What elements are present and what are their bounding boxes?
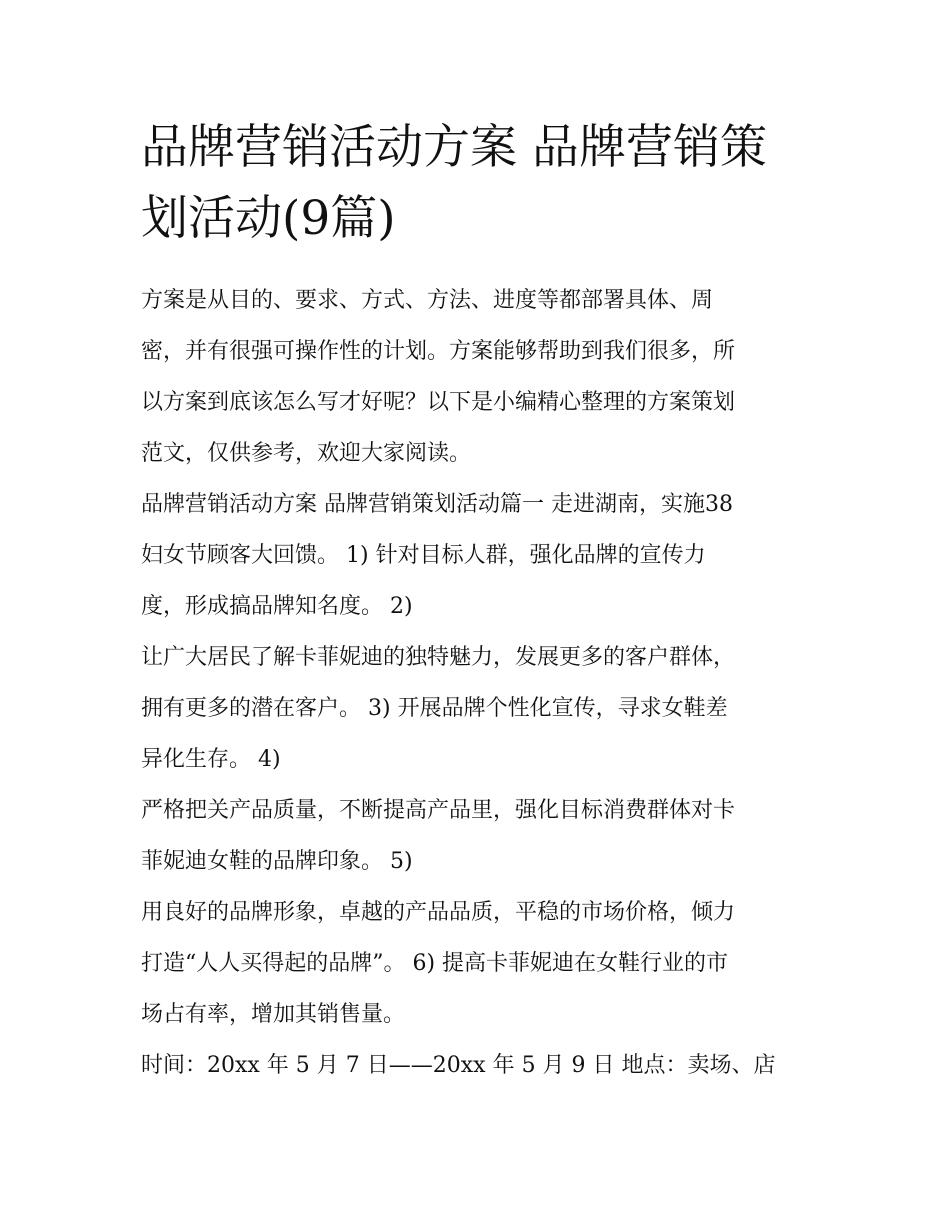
- body-line: 密，并有很强可操作性的计划。方案能够帮助到我们很多，所: [141, 339, 736, 364]
- title-line-2: 划活动(9篇): [141, 191, 396, 246]
- title-line-1: 品牌营销活动方案 品牌营销策: [141, 120, 767, 175]
- body-line: 异化生存。 4): [141, 747, 281, 772]
- document-body: [141, 275, 821, 1091]
- body-line: 品牌营销活动方案 品牌营销策划活动篇一 走进湖南，实施38: [141, 492, 733, 517]
- body-line: 用良好的品牌形象，卓越的产品品质，平稳的市场价格，倾力: [141, 900, 736, 925]
- body-line: 方案是从目的、要求、方式、方法、进度等都部署具体、周: [141, 288, 714, 313]
- body-line: 以方案到底该怎么写才好呢？以下是小编精心整理的方案策划: [141, 390, 736, 415]
- body-line: 范文，仅供参考，欢迎大家阅读。: [141, 441, 472, 466]
- body-line: 场占有率，增加其销售量。: [141, 1002, 406, 1027]
- body-line: 拥有更多的潜在客户。 3) 开展品牌个性化宣传，寻求女鞋差: [141, 696, 728, 721]
- body-line: 菲妮迪女鞋的品牌印象。 5): [141, 849, 413, 874]
- body-line: 时间：20xx 年 5 月 7 日——20xx 年 5 月 9 日 地点：卖场、店: [141, 1053, 776, 1078]
- body-line: 度，形成搞品牌知名度。 2): [141, 594, 413, 619]
- body-line: 打造“人人买得起的品牌”。 6) 提高卡菲妮迪在女鞋行业的市: [141, 951, 729, 976]
- body-line: 让广大居民了解卡菲妮迪的独特魅力，发展更多的客户群体，: [141, 645, 736, 670]
- body-line: 严格把关产品质量，不断提高产品里，强化目标消费群体对卡: [141, 798, 736, 823]
- body-line: 妇女节顾客大回馈。 1) 针对目标人群，强化品牌的宣传力: [141, 543, 706, 568]
- document-title: [141, 112, 831, 254]
